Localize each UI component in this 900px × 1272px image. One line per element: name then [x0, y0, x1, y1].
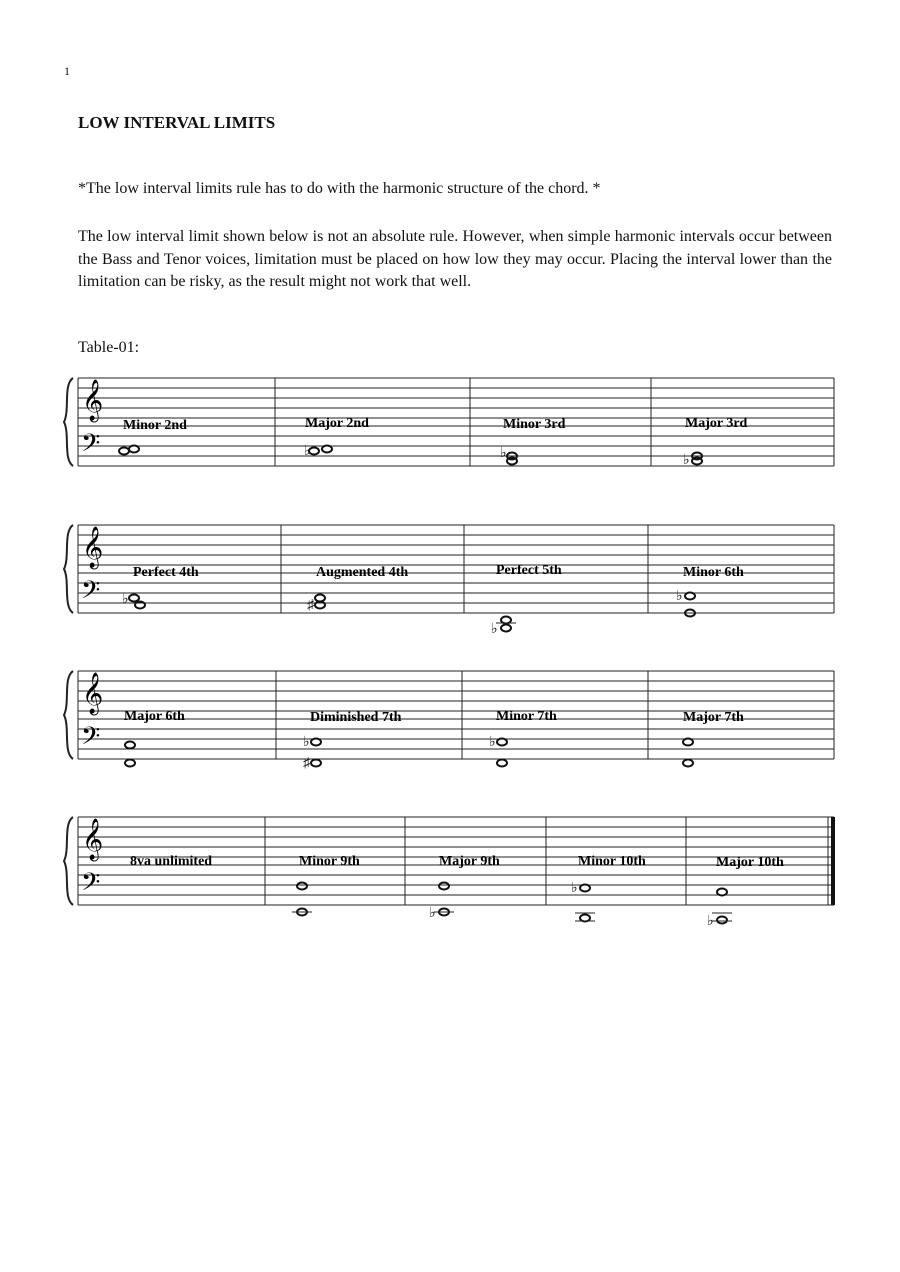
interval-label: Major 10th — [716, 855, 784, 870]
svg-text:♯: ♯ — [303, 756, 310, 771]
bass-staff — [78, 719, 834, 759]
brace-icon — [64, 671, 73, 759]
treble-clef-icon: 𝄞 — [82, 527, 104, 567]
brace-icon — [64, 378, 73, 466]
treble-clef-icon: 𝄞 — [82, 819, 104, 859]
interval-label: Major 6th — [124, 709, 185, 724]
system-4 — [64, 817, 835, 929]
flat-icon — [303, 735, 496, 771]
page-title: LOW INTERVAL LIMITS — [78, 113, 276, 132]
interval-label: Minor 6th — [683, 565, 744, 580]
svg-text:♭: ♭ — [500, 446, 507, 461]
svg-text:♭: ♭ — [429, 906, 436, 921]
notes — [125, 739, 693, 767]
treble-staff — [78, 525, 834, 565]
notes — [129, 593, 695, 632]
svg-text:♯: ♯ — [307, 598, 314, 613]
bass-clef-icon: 𝄢 — [81, 723, 101, 756]
interval-label: Minor 7th — [496, 709, 557, 724]
svg-text:♭: ♭ — [304, 444, 311, 459]
table-label: Table-01: — [78, 339, 140, 356]
svg-text:♭: ♭ — [676, 589, 683, 604]
final-barline — [831, 817, 835, 905]
bass-staff — [78, 865, 834, 905]
ledger-lines — [292, 912, 732, 921]
svg-text:♭: ♭ — [683, 453, 690, 468]
treble-clef-icon: 𝄞 — [82, 380, 104, 420]
svg-text:♭: ♭ — [489, 735, 496, 750]
treble-staff — [78, 817, 834, 857]
notes — [119, 446, 702, 465]
system-1 — [64, 378, 834, 468]
bass-clef-icon: 𝄢 — [81, 577, 101, 610]
interval-label: Perfect 5th — [496, 563, 562, 578]
page-number: 1 — [64, 64, 70, 78]
interval-label: Minor 3rd — [503, 417, 566, 432]
interval-label: 8va unlimited — [130, 854, 213, 869]
svg-text:♭: ♭ — [122, 592, 129, 607]
interval-label: Minor 9th — [299, 854, 360, 869]
interval-label: Diminished 7th — [310, 710, 402, 725]
interval-label: Perfect 4th — [133, 565, 199, 580]
bass-clef-icon: 𝄢 — [81, 869, 101, 902]
treble-clef-icon: 𝄞 — [82, 673, 104, 713]
interval-label: Minor 10th — [578, 854, 646, 869]
treble-staff — [78, 671, 834, 711]
bass-staff — [78, 426, 834, 466]
treble-staff — [78, 378, 834, 418]
notes — [297, 883, 727, 924]
interval-label: Major 7th — [683, 710, 744, 725]
system-3 — [64, 671, 834, 771]
svg-text:♭: ♭ — [303, 735, 310, 750]
interval-label: Major 2nd — [305, 416, 369, 431]
svg-text:♭: ♭ — [491, 622, 498, 637]
interval-label: Major 9th — [439, 854, 500, 869]
body-paragraph: The low interval limit shown below is not an absolute rule. However, when simple harmonic intervals occur between the Bass and Tenor voices, limitation must be placed on how low they may occur. Placing the interval lower than the limitation can be risky, as the result might not work that well. — [78, 228, 832, 290]
svg-text:♭: ♭ — [707, 914, 714, 929]
svg-text:♭: ♭ — [571, 881, 578, 896]
rule-note: *The low interval limits rule has to do with the harmonic structure of the chord. * — [78, 180, 601, 197]
interval-label: Augmented 4th — [316, 565, 409, 580]
brace-icon — [64, 525, 73, 613]
interval-label: Minor 2nd — [123, 418, 187, 433]
bass-clef-icon: 𝄢 — [81, 430, 101, 463]
interval-label: Major 3rd — [685, 416, 748, 431]
system-2 — [64, 525, 834, 637]
brace-icon — [64, 817, 73, 905]
